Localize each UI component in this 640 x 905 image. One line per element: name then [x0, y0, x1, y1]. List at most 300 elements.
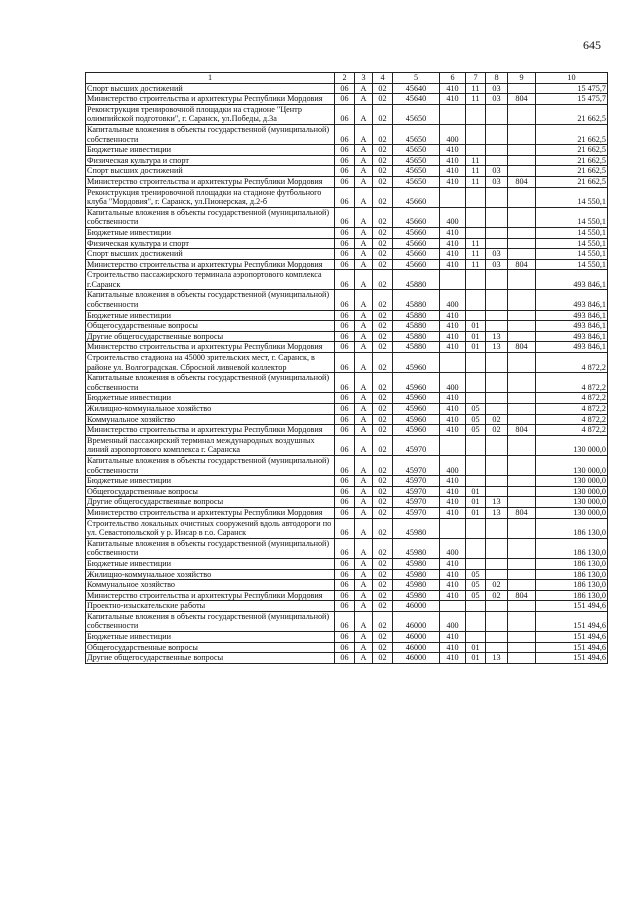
cell-code-7: [466, 104, 486, 124]
table-row: [86, 455, 608, 475]
cell-code-4: 02: [373, 653, 393, 664]
cell-code-3: А: [355, 507, 373, 518]
cell-code-2: 06: [335, 414, 355, 425]
cell-code-9: [508, 373, 536, 393]
cell-name: Строительство локальных очистных сооружений вдоль автодороги по ул. Севастопольской у р. Инсар в г.о. Саранск: [86, 518, 335, 538]
header-row: [86, 73, 608, 84]
cell-code-7: [466, 145, 486, 156]
cell-code-3: А: [355, 455, 373, 475]
cell-code-4: 02: [373, 321, 393, 332]
cell-code-5: 45650: [393, 176, 440, 187]
cell-code-2: 06: [335, 176, 355, 187]
cell-code-9: [508, 435, 536, 455]
cell-code-7: 01: [466, 342, 486, 353]
cell-code-4: 02: [373, 518, 393, 538]
cell-code-5: 45980: [393, 558, 440, 569]
cell-code-5: 45980: [393, 569, 440, 580]
cell-code-7: 11: [466, 176, 486, 187]
cell-code-8: [486, 270, 508, 290]
cell-sum: 151 494,6: [536, 653, 608, 664]
cell-code-5: 45650: [393, 145, 440, 156]
cell-code-8: [486, 476, 508, 487]
cell-code-8: 13: [486, 653, 508, 664]
table-row: [86, 590, 608, 601]
cell-code-3: А: [355, 104, 373, 124]
cell-code-8: [486, 611, 508, 631]
cell-code-9: [508, 238, 536, 249]
cell-code-7: [466, 227, 486, 238]
cell-code-6: 410: [440, 558, 466, 569]
table-row: [86, 207, 608, 227]
cell-code-4: 02: [373, 270, 393, 290]
cell-code-8: [486, 455, 508, 475]
cell-name: Капитальные вложения в объекты государственной (муниципальной) собственности: [86, 207, 335, 227]
cell-code-4: 02: [373, 414, 393, 425]
table-row: [86, 83, 608, 94]
cell-code-9: [508, 569, 536, 580]
cell-code-5: 45660: [393, 249, 440, 260]
cell-name: Общегосударственные вопросы: [86, 321, 335, 332]
table-row: [86, 653, 608, 664]
table-row: [86, 94, 608, 105]
cell-code-3: А: [355, 270, 373, 290]
cell-code-9: [508, 104, 536, 124]
table-row: [86, 259, 608, 270]
cell-code-8: 03: [486, 259, 508, 270]
cell-code-3: А: [355, 435, 373, 455]
cell-sum: 130 000,0: [536, 507, 608, 518]
table-row: [86, 331, 608, 342]
cell-code-6: 410: [440, 653, 466, 664]
cell-sum: 186 130,0: [536, 538, 608, 558]
cell-name: Бюджетные инвестиции: [86, 145, 335, 156]
cell-code-4: 02: [373, 632, 393, 643]
cell-code-8: 02: [486, 590, 508, 601]
cell-code-6: 410: [440, 414, 466, 425]
cell-code-7: 11: [466, 166, 486, 177]
cell-name: Капитальные вложения в объекты государственной (муниципальной) собственности: [86, 455, 335, 475]
cell-name: Министерство строительства и архитектуры Республики Мордовия: [86, 342, 335, 353]
cell-code-9: [508, 455, 536, 475]
cell-sum: 186 130,0: [536, 569, 608, 580]
table-row: [86, 290, 608, 310]
cell-name: Спорт высших достижений: [86, 249, 335, 260]
cell-code-2: 06: [335, 227, 355, 238]
table-row: [86, 249, 608, 260]
cell-name: Капитальные вложения в объекты государственной (муниципальной) собственности: [86, 538, 335, 558]
cell-name: Капитальные вложения в объекты государственной (муниципальной) собственности: [86, 373, 335, 393]
cell-code-4: 02: [373, 476, 393, 487]
cell-code-2: 06: [335, 207, 355, 227]
cell-code-8: 03: [486, 83, 508, 94]
cell-code-5: 45960: [393, 414, 440, 425]
cell-code-8: [486, 145, 508, 156]
cell-code-6: 410: [440, 227, 466, 238]
cell-code-7: [466, 187, 486, 207]
cell-code-4: 02: [373, 435, 393, 455]
cell-code-8: 03: [486, 94, 508, 105]
cell-name: Коммунальное хозяйство: [86, 580, 335, 591]
table-row: [86, 176, 608, 187]
cell-sum: 130 000,0: [536, 486, 608, 497]
cell-name: Бюджетные инвестиции: [86, 227, 335, 238]
cell-code-5: 45970: [393, 486, 440, 497]
column-header-1: 1: [86, 73, 335, 84]
cell-code-6: 410: [440, 145, 466, 156]
cell-code-2: 06: [335, 145, 355, 156]
cell-code-6: 410: [440, 590, 466, 601]
cell-code-3: А: [355, 310, 373, 321]
cell-name: Другие общегосударственные вопросы: [86, 331, 335, 342]
cell-code-6: [440, 270, 466, 290]
cell-code-2: 06: [335, 187, 355, 207]
cell-code-9: 804: [508, 94, 536, 105]
cell-code-2: 06: [335, 476, 355, 487]
column-header-2: 2: [335, 73, 355, 84]
cell-sum: 130 000,0: [536, 455, 608, 475]
cell-code-5: 45660: [393, 207, 440, 227]
cell-code-4: 02: [373, 155, 393, 166]
cell-code-8: [486, 238, 508, 249]
cell-code-2: 06: [335, 249, 355, 260]
cell-code-4: 02: [373, 145, 393, 156]
cell-code-6: 410: [440, 176, 466, 187]
cell-code-5: 45960: [393, 373, 440, 393]
cell-code-2: 06: [335, 238, 355, 249]
cell-code-8: [486, 321, 508, 332]
cell-code-9: [508, 166, 536, 177]
column-header-5: 5: [393, 73, 440, 84]
cell-code-8: [486, 538, 508, 558]
cell-code-4: 02: [373, 166, 393, 177]
cell-name: Жилищно-коммунальное хозяйство: [86, 404, 335, 415]
cell-code-3: А: [355, 176, 373, 187]
cell-code-9: [508, 187, 536, 207]
table-row: [86, 353, 608, 373]
cell-code-4: 02: [373, 569, 393, 580]
cell-sum: 151 494,6: [536, 632, 608, 643]
cell-code-3: А: [355, 207, 373, 227]
cell-code-5: 45970: [393, 507, 440, 518]
cell-sum: 21 662,5: [536, 176, 608, 187]
cell-sum: 151 494,6: [536, 611, 608, 631]
cell-code-5: 45970: [393, 497, 440, 508]
cell-code-3: А: [355, 486, 373, 497]
table-row: [86, 425, 608, 436]
cell-code-4: 02: [373, 249, 393, 260]
cell-code-9: [508, 611, 536, 631]
cell-code-6: 410: [440, 321, 466, 332]
cell-name: Капитальные вложения в объекты государственной (муниципальной) собственности: [86, 290, 335, 310]
cell-code-3: А: [355, 238, 373, 249]
cell-code-2: 06: [335, 270, 355, 290]
cell-code-5: 45960: [393, 393, 440, 404]
cell-code-4: 02: [373, 227, 393, 238]
cell-code-9: [508, 393, 536, 404]
cell-name: Физическая культура и спорт: [86, 155, 335, 166]
cell-name: Капитальные вложения в объекты государственной (муниципальной) собственности: [86, 124, 335, 144]
cell-code-2: 06: [335, 124, 355, 144]
cell-code-7: [466, 393, 486, 404]
cell-code-4: 02: [373, 601, 393, 612]
cell-code-2: 06: [335, 538, 355, 558]
cell-code-6: [440, 187, 466, 207]
cell-code-5: 45880: [393, 342, 440, 353]
table-row: [86, 155, 608, 166]
cell-code-3: А: [355, 353, 373, 373]
cell-code-5: 46000: [393, 632, 440, 643]
cell-sum: 493 846,1: [536, 270, 608, 290]
cell-code-9: [508, 83, 536, 94]
cell-name: Реконструкция тренировочной площадки на стадионе футбольного клуба "Мордовия", г. Саранск, ул.Пионерская, д.2-б: [86, 187, 335, 207]
cell-code-9: [508, 145, 536, 156]
cell-code-6: [440, 601, 466, 612]
cell-code-4: 02: [373, 259, 393, 270]
cell-code-6: 400: [440, 611, 466, 631]
cell-code-4: 02: [373, 497, 393, 508]
cell-code-3: А: [355, 611, 373, 631]
cell-code-6: [440, 353, 466, 373]
cell-code-6: 410: [440, 580, 466, 591]
cell-code-4: 02: [373, 353, 393, 373]
cell-sum: 4 872,2: [536, 353, 608, 373]
cell-sum: 21 662,5: [536, 124, 608, 144]
cell-code-8: 02: [486, 414, 508, 425]
cell-code-8: 13: [486, 507, 508, 518]
cell-code-9: [508, 227, 536, 238]
cell-code-3: А: [355, 476, 373, 487]
cell-code-7: [466, 518, 486, 538]
cell-code-6: 410: [440, 166, 466, 177]
cell-code-6: 410: [440, 310, 466, 321]
table-row: [86, 601, 608, 612]
cell-code-5: 45650: [393, 166, 440, 177]
cell-code-2: 06: [335, 590, 355, 601]
cell-code-6: 400: [440, 207, 466, 227]
cell-code-6: 410: [440, 425, 466, 436]
cell-code-2: 06: [335, 393, 355, 404]
cell-code-5: 45660: [393, 187, 440, 207]
table-row: [86, 642, 608, 653]
cell-code-2: 06: [335, 404, 355, 415]
cell-code-8: [486, 435, 508, 455]
cell-code-6: 410: [440, 238, 466, 249]
cell-sum: 4 872,2: [536, 404, 608, 415]
cell-code-6: 410: [440, 642, 466, 653]
cell-code-7: [466, 435, 486, 455]
cell-code-7: [466, 270, 486, 290]
cell-code-5: 45970: [393, 455, 440, 475]
cell-code-5: 46000: [393, 642, 440, 653]
cell-code-3: А: [355, 642, 373, 653]
cell-code-5: 45880: [393, 290, 440, 310]
cell-code-5: 45880: [393, 310, 440, 321]
table-row: [86, 435, 608, 455]
cell-code-7: [466, 373, 486, 393]
cell-code-6: 400: [440, 124, 466, 144]
cell-code-5: 45880: [393, 321, 440, 332]
cell-code-7: 05: [466, 425, 486, 436]
cell-name: Временный пассажирский терминал международных воздушных линий аэропортового комплекса г. Саранска: [86, 435, 335, 455]
table-row: [86, 558, 608, 569]
cell-code-3: А: [355, 373, 373, 393]
table-row: [86, 166, 608, 177]
cell-code-6: [440, 435, 466, 455]
cell-code-7: [466, 290, 486, 310]
table-row: [86, 476, 608, 487]
cell-code-3: А: [355, 145, 373, 156]
cell-name: Бюджетные инвестиции: [86, 476, 335, 487]
cell-sum: 21 662,5: [536, 145, 608, 156]
cell-name: Другие общегосударственные вопросы: [86, 497, 335, 508]
cell-code-5: 45640: [393, 83, 440, 94]
cell-code-6: 400: [440, 538, 466, 558]
cell-sum: 4 872,2: [536, 373, 608, 393]
cell-code-5: 45880: [393, 270, 440, 290]
cell-code-6: 410: [440, 342, 466, 353]
column-header-9: 9: [508, 73, 536, 84]
budget-table: [85, 72, 608, 664]
cell-code-2: 06: [335, 321, 355, 332]
cell-code-9: [508, 155, 536, 166]
cell-code-6: 410: [440, 476, 466, 487]
cell-code-2: 06: [335, 155, 355, 166]
cell-code-8: [486, 290, 508, 310]
cell-code-9: 804: [508, 259, 536, 270]
cell-code-6: 410: [440, 507, 466, 518]
cell-code-7: 05: [466, 404, 486, 415]
cell-sum: 14 550,1: [536, 259, 608, 270]
cell-code-4: 02: [373, 83, 393, 94]
cell-code-9: 804: [508, 342, 536, 353]
column-header-10: 10: [536, 73, 608, 84]
cell-sum: 14 550,1: [536, 207, 608, 227]
cell-code-2: 06: [335, 558, 355, 569]
table-row: [86, 632, 608, 643]
table-row: [86, 373, 608, 393]
cell-name: Министерство строительства и архитектуры Республики Мордовия: [86, 507, 335, 518]
cell-code-8: [486, 486, 508, 497]
cell-sum: 14 550,1: [536, 187, 608, 207]
cell-code-3: А: [355, 558, 373, 569]
table-row: [86, 580, 608, 591]
cell-name: Общегосударственные вопросы: [86, 642, 335, 653]
cell-code-2: 06: [335, 486, 355, 497]
cell-code-4: 02: [373, 507, 393, 518]
cell-code-7: [466, 455, 486, 475]
cell-code-8: [486, 207, 508, 227]
cell-code-7: 11: [466, 249, 486, 260]
cell-code-6: 410: [440, 497, 466, 508]
cell-sum: 186 130,0: [536, 518, 608, 538]
cell-code-5: 45660: [393, 238, 440, 249]
cell-code-9: [508, 486, 536, 497]
cell-name: Министерство строительства и архитектуры Республики Мордовия: [86, 94, 335, 105]
cell-code-3: А: [355, 414, 373, 425]
cell-code-3: А: [355, 580, 373, 591]
cell-code-9: [508, 642, 536, 653]
cell-code-7: 05: [466, 590, 486, 601]
cell-code-4: 02: [373, 124, 393, 144]
cell-code-3: А: [355, 227, 373, 238]
cell-sum: 151 494,6: [536, 642, 608, 653]
cell-code-2: 06: [335, 104, 355, 124]
cell-code-6: 410: [440, 331, 466, 342]
cell-code-5: 46000: [393, 601, 440, 612]
table-row: [86, 486, 608, 497]
cell-code-9: [508, 518, 536, 538]
cell-sum: 493 846,1: [536, 331, 608, 342]
cell-sum: 4 872,2: [536, 393, 608, 404]
cell-code-5: 45650: [393, 104, 440, 124]
cell-code-2: 06: [335, 94, 355, 105]
cell-code-5: 45970: [393, 435, 440, 455]
cell-code-2: 06: [335, 353, 355, 373]
cell-code-4: 02: [373, 642, 393, 653]
cell-code-6: 410: [440, 83, 466, 94]
cell-code-8: [486, 124, 508, 144]
cell-code-8: [486, 104, 508, 124]
cell-code-7: 05: [466, 414, 486, 425]
cell-code-8: [486, 155, 508, 166]
cell-code-3: А: [355, 601, 373, 612]
cell-code-3: А: [355, 83, 373, 94]
cell-code-7: 11: [466, 155, 486, 166]
table-row: [86, 187, 608, 207]
cell-code-7: [466, 601, 486, 612]
cell-code-7: 01: [466, 486, 486, 497]
cell-code-8: 02: [486, 425, 508, 436]
cell-code-7: [466, 538, 486, 558]
cell-code-8: [486, 404, 508, 415]
cell-code-9: [508, 331, 536, 342]
cell-code-3: А: [355, 425, 373, 436]
cell-code-4: 02: [373, 290, 393, 310]
cell-code-2: 06: [335, 373, 355, 393]
cell-code-4: 02: [373, 207, 393, 227]
cell-code-7: [466, 207, 486, 227]
cell-code-2: 06: [335, 435, 355, 455]
cell-name: Физическая культура и спорт: [86, 238, 335, 249]
cell-sum: 493 846,1: [536, 342, 608, 353]
cell-sum: 14 550,1: [536, 249, 608, 260]
cell-code-7: 01: [466, 321, 486, 332]
cell-code-8: [486, 558, 508, 569]
cell-code-4: 02: [373, 176, 393, 187]
cell-code-9: [508, 580, 536, 591]
cell-code-8: [486, 353, 508, 373]
cell-code-4: 02: [373, 404, 393, 415]
table-row: [86, 270, 608, 290]
cell-sum: 130 000,0: [536, 497, 608, 508]
cell-code-7: [466, 611, 486, 631]
table-row: [86, 404, 608, 415]
cell-code-9: [508, 538, 536, 558]
cell-code-5: 45980: [393, 538, 440, 558]
cell-code-3: А: [355, 632, 373, 643]
table-row: [86, 321, 608, 332]
cell-code-3: А: [355, 404, 373, 415]
cell-code-3: А: [355, 497, 373, 508]
cell-code-3: А: [355, 590, 373, 601]
cell-code-2: 06: [335, 632, 355, 643]
cell-name: Бюджетные инвестиции: [86, 310, 335, 321]
cell-code-4: 02: [373, 187, 393, 207]
cell-sum: 14 550,1: [536, 227, 608, 238]
cell-name: Министерство строительства и архитектуры Республики Мордовия: [86, 176, 335, 187]
cell-code-6: 410: [440, 259, 466, 270]
cell-code-9: 804: [508, 425, 536, 436]
